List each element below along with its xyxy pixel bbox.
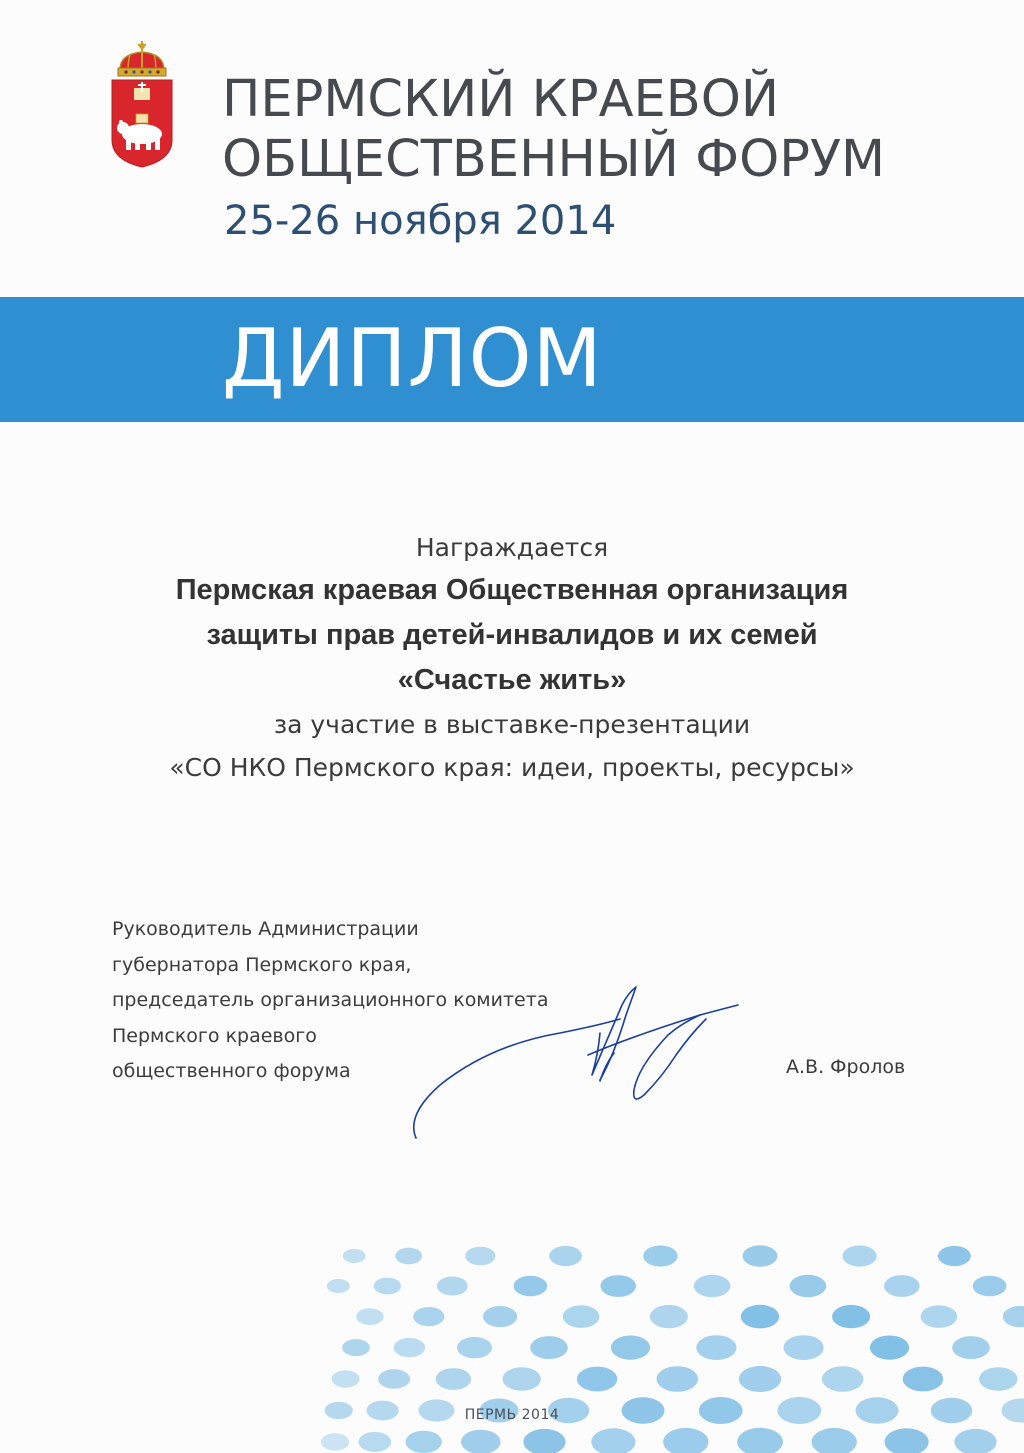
decorative-dot	[739, 1366, 781, 1392]
decorative-dot	[885, 1428, 929, 1453]
decorative-dot	[395, 1248, 422, 1265]
signer-position-line: Пермского краевого	[112, 1024, 317, 1047]
decorative-dot	[663, 1428, 708, 1453]
decorative-dot	[822, 1366, 864, 1392]
decorative-dot	[514, 1276, 548, 1297]
decorative-dot	[342, 1339, 370, 1356]
decorative-dot	[503, 1367, 541, 1391]
forum-title-line-2: ОБЩЕСТВЕННЫЙ ФОРУМ	[222, 130, 886, 189]
decorative-dot	[332, 1370, 360, 1387]
decorative-dot	[436, 1368, 471, 1390]
diploma-banner	[0, 297, 1024, 422]
decorative-dot	[884, 1275, 920, 1297]
decorative-dot	[356, 1308, 383, 1325]
decorative-dot	[1003, 1306, 1024, 1327]
decorative-dot	[457, 1337, 492, 1358]
decorative-dot	[790, 1275, 827, 1297]
diploma-title: ДИПЛОМ	[222, 312, 603, 405]
award-label: Награждается	[415, 533, 609, 562]
award-org-line-2: защиты прав детей-инвалидов и их семей	[206, 619, 818, 651]
decorative-dot	[737, 1428, 783, 1453]
decorative-dot	[842, 1245, 876, 1266]
signer-name: А.В. Фролов	[786, 1056, 906, 1078]
award-block	[0, 528, 1024, 789]
award-reason-line-2: «СО НКО Пермского края: идеи, проекты, ресурсы»	[169, 753, 855, 782]
decorative-dot	[743, 1245, 778, 1266]
signer-position-line: Руководитель Администрации	[112, 918, 419, 940]
decorative-dot	[611, 1336, 650, 1360]
decorative-dot	[563, 1305, 600, 1328]
footer-place-year: ПЕРМЬ 2014	[464, 1407, 560, 1423]
forum-title-line-1: ПЕРМСКИЙ КРАЕВОЙ	[222, 70, 780, 129]
decorative-dot	[784, 1335, 824, 1360]
decorative-dot	[343, 1249, 366, 1263]
decorative-dot	[406, 1431, 442, 1453]
award-org-line-1: Пермская краевая Общественная организация	[175, 574, 849, 606]
decorative-dot	[870, 1336, 909, 1360]
decorative-dot	[952, 1336, 990, 1359]
decorative-dot	[938, 1246, 971, 1266]
decorative-dot	[812, 1428, 857, 1453]
signer-position-line: губернатора Пермского края,	[112, 953, 412, 976]
decorative-dot	[549, 1246, 582, 1266]
decorative-dot	[530, 1336, 568, 1359]
forum-date: 25-26 ноября 2014	[224, 198, 617, 244]
decorative-dot	[921, 1305, 958, 1328]
decorative-dot	[643, 1245, 677, 1266]
decorative-dot	[979, 1367, 1017, 1391]
decorative-dot	[741, 1305, 779, 1329]
decorative-dot	[694, 1275, 731, 1297]
decorative-dot	[650, 1305, 688, 1328]
decorative-dot	[483, 1306, 517, 1327]
decorative-dot	[465, 1247, 495, 1266]
decorative-dot	[954, 1429, 996, 1453]
decorative-dot	[413, 1307, 444, 1326]
decorative-dot	[973, 1276, 1007, 1297]
decorative-dot	[437, 1277, 468, 1296]
decorative-dot	[577, 1367, 617, 1392]
award-reason-line-1: за участие в выставке-презентации	[273, 710, 751, 739]
decorative-dot	[591, 1428, 635, 1453]
decorative-dot	[657, 1366, 699, 1392]
forum-title	[222, 70, 885, 190]
decorative-dot	[374, 1278, 401, 1295]
decorative-dot-globe	[0, 1120, 1024, 1453]
signer-position-line: общественного форума	[112, 1060, 351, 1082]
decorative-dot	[523, 1429, 565, 1453]
decorative-dot	[600, 1275, 636, 1297]
decorative-dot	[832, 1305, 870, 1328]
decorative-dot	[903, 1367, 943, 1392]
decorative-dot	[378, 1369, 410, 1389]
decorative-dot	[359, 1432, 392, 1452]
perm-krai-coat-of-arms-icon	[106, 40, 178, 168]
decorative-dot	[696, 1335, 736, 1360]
decorative-dot	[394, 1338, 426, 1357]
signer-position-line: председатель организационного комитета	[112, 989, 549, 1011]
decorative-dot	[321, 1433, 349, 1450]
crown-icon	[118, 41, 166, 76]
award-org-line-3: «Счастье жить»	[397, 664, 627, 696]
decorative-dot	[461, 1430, 501, 1453]
decorative-dot	[327, 1279, 350, 1293]
